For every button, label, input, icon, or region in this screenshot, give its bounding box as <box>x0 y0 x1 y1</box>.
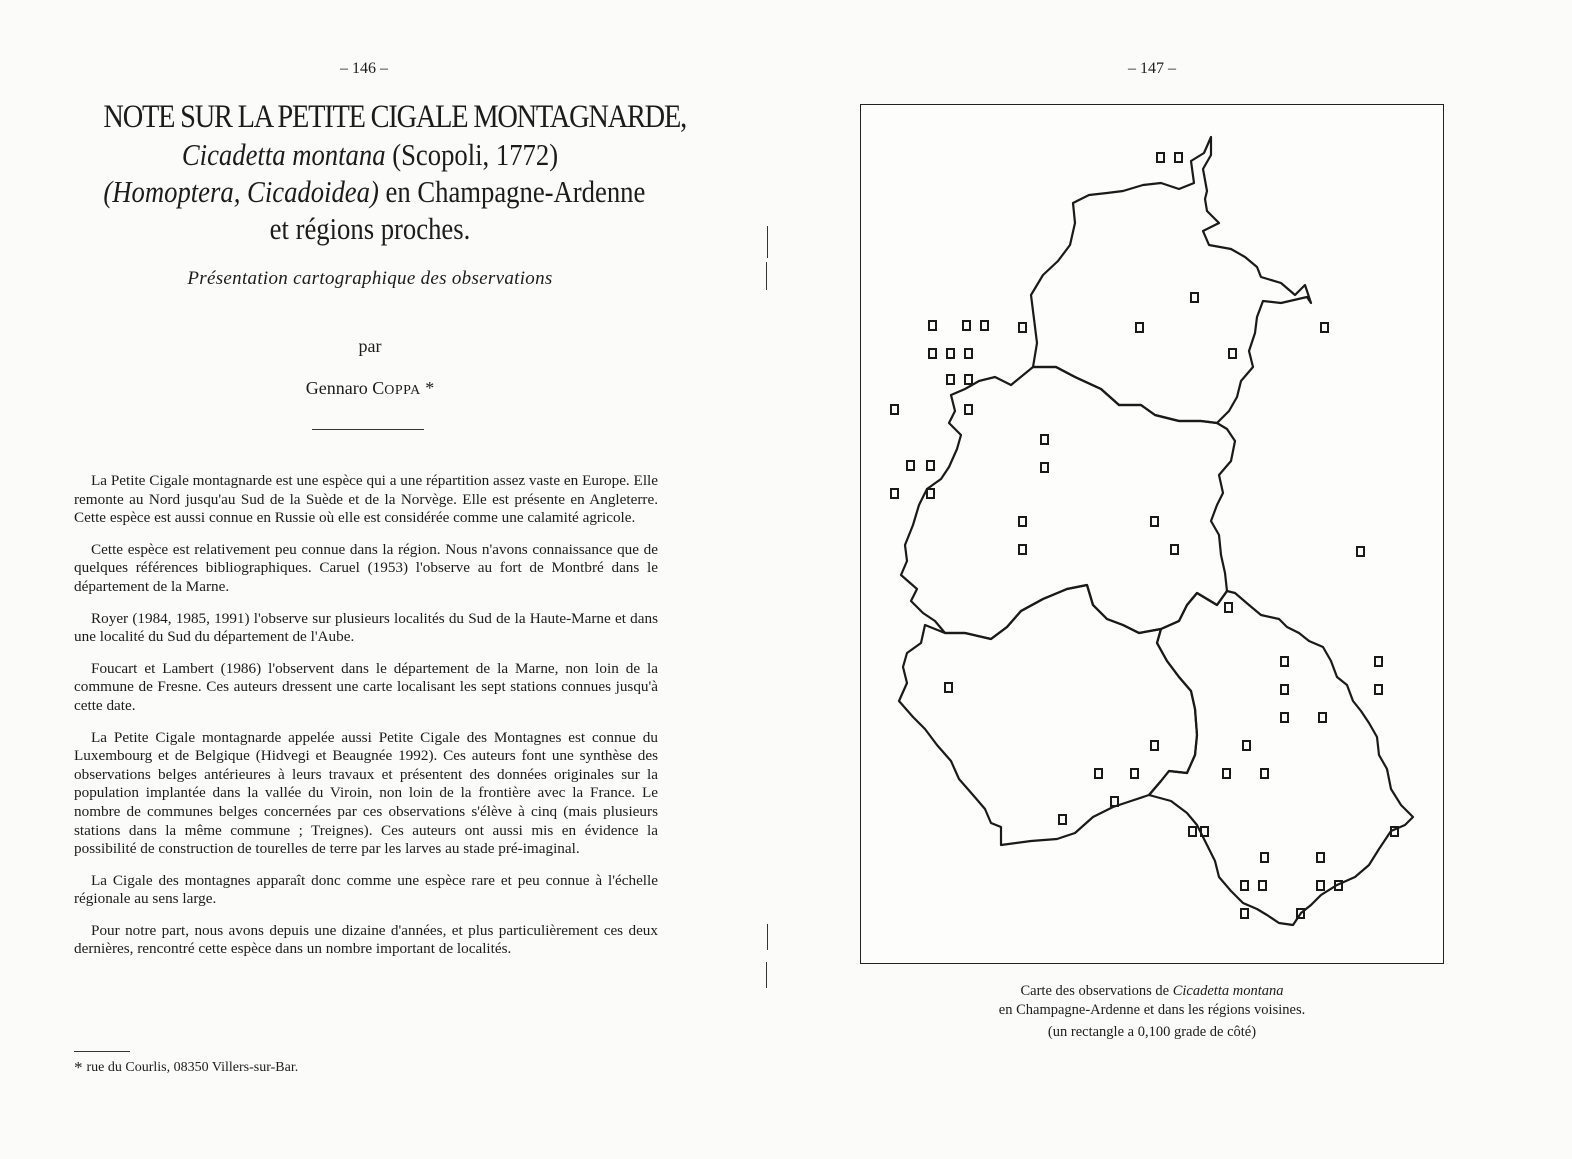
observation-marker <box>947 375 954 384</box>
observation-marker <box>1281 657 1288 666</box>
observation-marker <box>965 349 972 358</box>
observation-marker <box>947 349 954 358</box>
observation-marker <box>1151 741 1158 750</box>
article-subtitle: Présentation cartographique des observations <box>187 268 553 289</box>
observation-marker <box>1241 909 1248 918</box>
page-number-right: – 147 – <box>1128 60 1176 77</box>
map-svg <box>861 105 1445 965</box>
observation-marker <box>1319 713 1326 722</box>
author-name: Gennaro COPPA * <box>305 378 435 398</box>
observation-marker <box>1281 713 1288 722</box>
footnote <box>74 1058 298 1078</box>
observation-marker <box>891 489 898 498</box>
observation-marker <box>1281 685 1288 694</box>
observation-marker <box>1261 853 1268 862</box>
observation-marker <box>1261 769 1268 778</box>
distribution-map <box>860 104 1444 964</box>
observation-marker <box>1223 769 1230 778</box>
paragraph: Royer (1984, 1985, 1991) l'observe sur plusieurs localités du Sud de la Haute-Marne et dans une localité du Sud du département de l'Aube. <box>74 609 658 646</box>
species-authority: (Scopoli, 1772) <box>385 137 559 172</box>
observation-marker <box>945 683 952 692</box>
observation-marker <box>907 461 914 470</box>
observation-marker <box>1189 827 1196 836</box>
observation-marker <box>1191 293 1198 302</box>
byline-par: par <box>358 336 382 356</box>
observation-marker <box>929 321 936 330</box>
binding-mark <box>766 262 767 290</box>
binding-mark <box>767 924 768 950</box>
observation-marker <box>891 405 898 414</box>
paragraph: Pour notre part, nous avons depuis une dizaine d'années, et plus particulièrement ces deux dernières, rencontré cette espèce dans un nombre important de localités. <box>74 921 658 958</box>
title-line-3 <box>103 173 646 210</box>
observation-marker <box>1059 815 1066 824</box>
observation-marker <box>1019 545 1026 554</box>
observation-marker <box>927 461 934 470</box>
observation-marker <box>1019 517 1026 526</box>
observation-marker <box>1225 603 1232 612</box>
left-page <box>0 0 760 1159</box>
article-body <box>74 472 658 972</box>
title-line-2 <box>103 136 636 173</box>
observation-marker <box>1241 881 1248 890</box>
paragraph: La Petite Cigale montagnarde appelée aussi Petite Cigale des Montagnes est connue du Luxembourg et de Belgique (Hidvegi et Beaugnée 1992). Ces auteurs font une synthèse des observations belges antérieures à leurs travaux et présentent des données originales sur la population implantée dans la vallée du Viroin, non loin de la frontière avec la France. Le nombre de communes belges concernées par ces observations s'élève à cinq (mais plusieurs stations dans la même commune ; Treignes). Ces auteurs ont aussi mis en évidence la possibilité de construction de tourelles de terre par les larves au stade pré-imaginal. <box>74 728 658 858</box>
observation-marker <box>929 349 936 358</box>
ardennes-outline <box>1031 137 1311 423</box>
observation-marker <box>1317 881 1324 890</box>
map-caption <box>860 982 1444 1042</box>
observation-marker <box>963 321 970 330</box>
observation-marker <box>1019 323 1026 332</box>
observation-marker <box>1317 853 1324 862</box>
observation-marker <box>1229 349 1236 358</box>
observation-marker <box>1136 323 1143 332</box>
caption-species: Cicadetta montana <box>1172 983 1284 999</box>
observation-marker <box>1175 153 1182 162</box>
footnote-separator <box>74 1051 130 1052</box>
paragraph: Cette espèce est relativement peu connue dans la région. Nous n'avons connaissance que de quelques références bibliographiques. Caruel (1953) l'observe au fort de Montbré dans le département de la Marne. <box>74 540 658 595</box>
observation-marker <box>1375 657 1382 666</box>
paragraph: La Petite Cigale montagnarde est une espèce qui a une répartition assez vaste en Europe. Elle remonte au Nord jusqu'au Sud de la Suède et de la Norvège. Elle est présente en Angleterre. Cette espèce est aussi connue en Russie où elle est considérée comme une calamité agricole. <box>74 472 658 527</box>
observation-marker <box>1095 769 1102 778</box>
observation-marker <box>965 375 972 384</box>
title-line-4: et régions proches. <box>269 211 471 246</box>
observation-marker <box>1041 435 1048 444</box>
observation-marker <box>1157 153 1164 162</box>
caption-line-1: Carte des observations de Cicadetta montana <box>1020 983 1284 999</box>
binding-mark <box>766 962 767 988</box>
right-page <box>780 0 1572 1159</box>
title-separator <box>312 429 424 430</box>
observation-marker <box>1131 769 1138 778</box>
observation-marker <box>1243 741 1250 750</box>
observation-marker <box>1151 517 1158 526</box>
observation-marker <box>1259 881 1266 890</box>
observation-marker <box>927 489 934 498</box>
observation-marker <box>1357 547 1364 556</box>
page-number-left: – 146 – <box>340 60 388 77</box>
observation-marker <box>1171 545 1178 554</box>
footnote-mark: * <box>74 1058 83 1077</box>
region-name: en Champagne-Ardenne <box>378 174 646 209</box>
observation-marker <box>1375 685 1382 694</box>
map-layer <box>891 137 1413 925</box>
paragraph: Foucart et Lambert (1986) l'observent dans le département de la Marne, non loin de la commune de Fresne. Ces auteurs dressent une carte localisant les sept stations connues jusqu'à cette date. <box>74 659 658 714</box>
paragraph: La Cigale des montagnes apparaît donc comme une espèce rare et peu connue à l'échelle régionale au sens large. <box>74 871 658 908</box>
aube-outline <box>899 585 1197 845</box>
observation-marker <box>981 321 988 330</box>
caption-line-2: en Champagne-Ardenne et dans les régions voisines. <box>998 1002 1306 1018</box>
observation-marker <box>1041 463 1048 472</box>
article-title <box>60 98 687 247</box>
caption-line-3: (un rectangle a 0,100 grade de côté) <box>1047 1024 1257 1040</box>
binding-mark <box>767 226 768 258</box>
taxon-group: (Homoptera, Cicadoidea) <box>103 174 379 209</box>
observation-marker <box>965 405 972 414</box>
marne-outline <box>901 367 1235 639</box>
observation-marker <box>1321 323 1328 332</box>
species-name: Cicadetta montana <box>181 137 386 172</box>
haute-marne-outline <box>1149 591 1413 925</box>
title-line-1: NOTE SUR LA PETITE CIGALE MONTAGNARDE, <box>103 99 687 135</box>
footnote-text: rue du Courlis, 08350 Villers-sur-Bar. <box>86 1060 299 1075</box>
